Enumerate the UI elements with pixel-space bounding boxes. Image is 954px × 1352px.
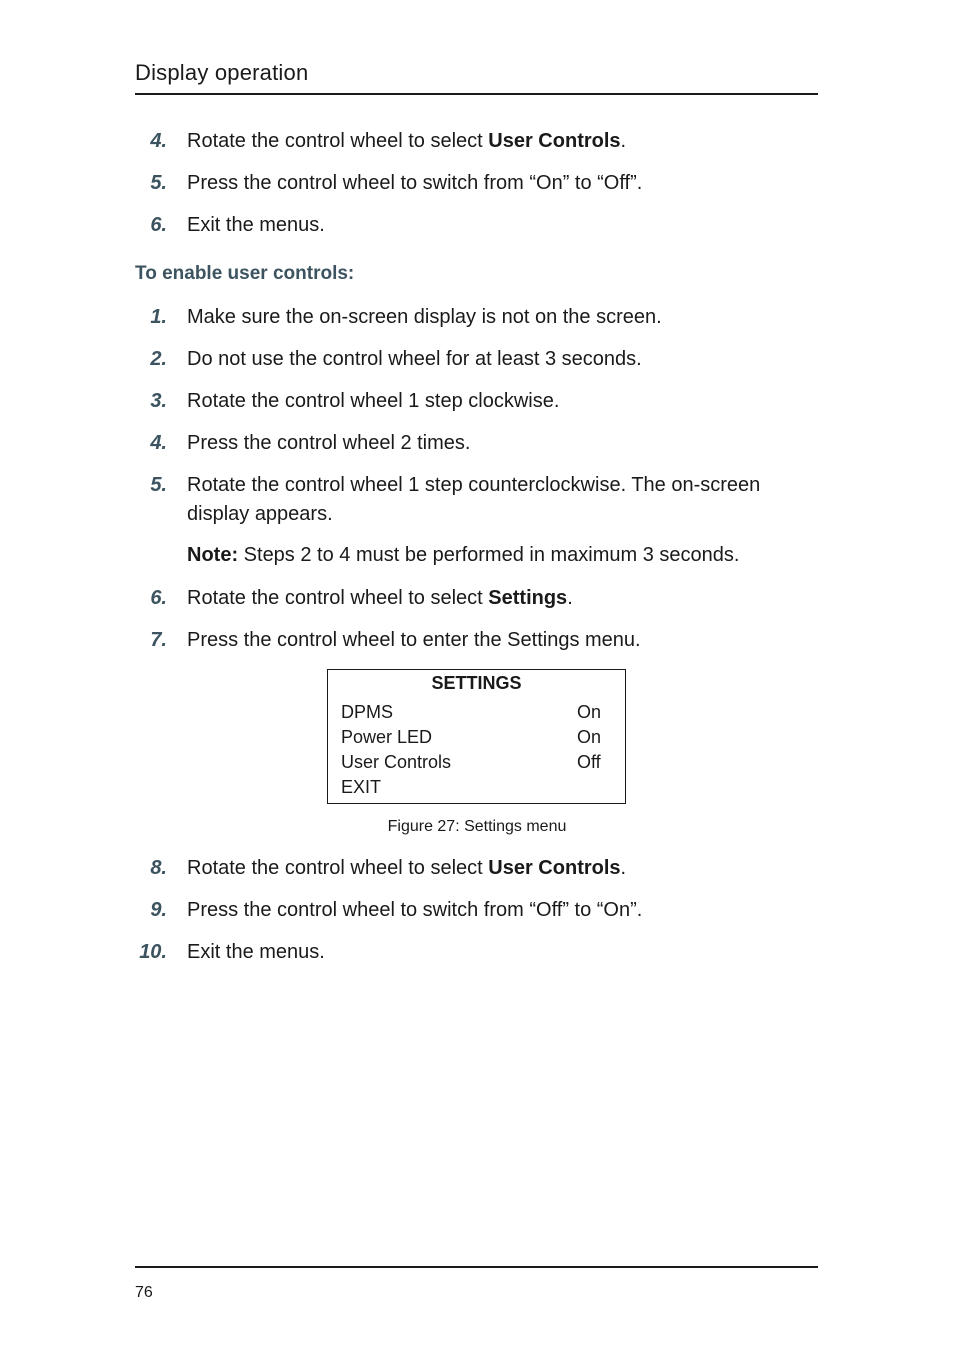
settings-menu-title: SETTINGS bbox=[431, 673, 522, 693]
step-number: 5. bbox=[150, 172, 167, 194]
menu-row-label: EXIT bbox=[341, 777, 382, 797]
step-text: Rotate the control wheel 1 step clockwise. bbox=[187, 390, 560, 412]
menu-row-value: On bbox=[577, 727, 602, 747]
step-text: Rotate the control wheel 1 step counterclockwise. The on-screen display appears. bbox=[187, 474, 761, 525]
step-text: Press the control wheel to enter the Settings menu. bbox=[187, 629, 641, 651]
header-rule bbox=[135, 93, 818, 95]
menu-row-label: User Controls bbox=[341, 752, 452, 772]
menu-row-user-controls bbox=[341, 750, 603, 775]
step-number: 6. bbox=[150, 587, 167, 609]
menu-row-power-led bbox=[341, 725, 603, 750]
step-text: Exit the menus. bbox=[187, 941, 325, 963]
step-number: 2. bbox=[150, 348, 167, 370]
menu-row-dpms bbox=[341, 700, 603, 725]
step-text: Press the control wheel to switch from “Off” to “On”. bbox=[187, 899, 643, 921]
step-number: 3. bbox=[150, 390, 167, 412]
step-number: 10. bbox=[139, 941, 167, 963]
step-text: Do not use the control wheel for at least 3 seconds. bbox=[187, 348, 642, 370]
page-header-title: Display operation bbox=[135, 60, 309, 85]
step-number: 1. bbox=[150, 306, 167, 328]
menu-row-label: DPMS bbox=[341, 702, 394, 722]
step-text: Exit the menus. bbox=[187, 214, 325, 236]
figure-caption: Figure 27: Settings menu bbox=[387, 818, 567, 835]
step-number: 6. bbox=[150, 214, 167, 236]
note-text: Steps 2 to 4 must be performed in maximum 3 seconds. bbox=[238, 544, 740, 566]
step-number: 4. bbox=[150, 432, 167, 454]
step-number: 5. bbox=[150, 474, 167, 496]
menu-row-value: On bbox=[577, 702, 602, 722]
step-number: 4. bbox=[150, 130, 167, 152]
step-number: 8. bbox=[150, 857, 167, 879]
step-text: Press the control wheel to switch from “On” to “Off”. bbox=[187, 172, 643, 194]
step-number: 9. bbox=[150, 899, 167, 921]
menu-row-label: Power LED bbox=[341, 727, 433, 747]
note bbox=[187, 541, 739, 570]
step-number: 7. bbox=[150, 629, 167, 651]
section-heading: To enable user controls: bbox=[135, 263, 355, 284]
step-text: Rotate the control wheel to select User Controls. bbox=[187, 857, 627, 879]
note-label: Note: bbox=[187, 544, 239, 566]
page-number: 76 bbox=[135, 1284, 153, 1301]
footer-rule bbox=[135, 1266, 818, 1268]
step-text: Rotate the control wheel to select Settings. bbox=[187, 587, 573, 609]
step-text: Rotate the control wheel to select User Controls. bbox=[187, 130, 627, 152]
menu-row-exit bbox=[341, 775, 603, 800]
step-text: Press the control wheel 2 times. bbox=[187, 432, 471, 454]
step-text: Make sure the on-screen display is not on the screen. bbox=[187, 306, 662, 328]
menu-row-value: Off bbox=[577, 752, 601, 772]
settings-menu-figure bbox=[327, 669, 626, 804]
